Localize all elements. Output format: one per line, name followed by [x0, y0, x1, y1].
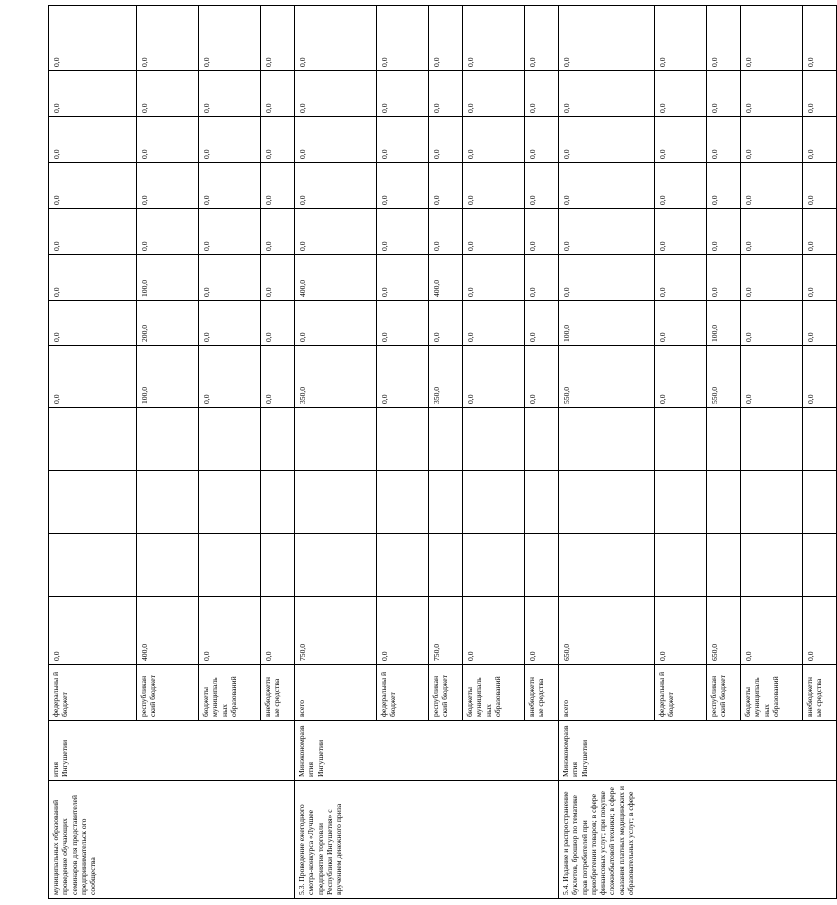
budget-table [48, 5, 837, 899]
amount-cell [741, 471, 803, 534]
amount-cell: 0,0 [137, 117, 199, 163]
amount-cell: 650,0 [707, 597, 741, 665]
funding-source-cell: бюджеты муниципаль ных образований [199, 665, 261, 721]
amount-cell [741, 408, 803, 471]
amount-cell: 0,0 [707, 209, 741, 255]
amount-cell [137, 534, 199, 597]
amount-cell: 0,0 [525, 597, 559, 665]
amount-cell [377, 471, 429, 534]
amount-cell: 0,0 [261, 597, 295, 665]
table-row [295, 6, 377, 899]
amount-cell: 0,0 [741, 6, 803, 71]
amount-cell: 400,0 [429, 255, 463, 301]
amount-cell: 0,0 [559, 255, 655, 301]
amount-cell: 0,0 [655, 71, 707, 117]
amount-cell: 0,0 [49, 71, 137, 117]
amount-cell [741, 534, 803, 597]
amount-cell [707, 534, 741, 597]
amount-cell: 0,0 [803, 6, 837, 71]
executor-cell: ития Ингушетии [49, 721, 295, 781]
executor-cell: Минэкономразв ития Ингушетии [559, 721, 837, 781]
amount-cell: 0,0 [429, 117, 463, 163]
funding-source-cell: федеральны й бюджет [655, 665, 707, 721]
amount-cell [525, 408, 559, 471]
amount-cell: 0,0 [429, 6, 463, 71]
funding-source-cell: бюджеты муниципаль ных образований [741, 665, 803, 721]
amount-cell: 0,0 [525, 301, 559, 346]
amount-cell: 0,0 [803, 117, 837, 163]
amount-cell: 0,0 [559, 71, 655, 117]
amount-cell: 0,0 [377, 597, 429, 665]
amount-cell [261, 534, 295, 597]
amount-cell: 0,0 [741, 301, 803, 346]
amount-cell [707, 408, 741, 471]
amount-cell: 0,0 [377, 6, 429, 71]
amount-cell: 0,0 [803, 209, 837, 255]
amount-cell [429, 471, 463, 534]
amount-cell: 0,0 [295, 209, 377, 255]
amount-cell: 0,0 [199, 346, 261, 408]
amount-cell: 0,0 [377, 209, 429, 255]
amount-cell [295, 471, 377, 534]
amount-cell: 0,0 [803, 597, 837, 665]
amount-cell: 0,0 [559, 209, 655, 255]
amount-cell [137, 408, 199, 471]
amount-cell [803, 534, 837, 597]
amount-cell: 0,0 [377, 163, 429, 209]
amount-cell: 0,0 [707, 71, 741, 117]
amount-cell [655, 471, 707, 534]
amount-cell: 0,0 [655, 597, 707, 665]
funding-source-cell: всего [295, 665, 377, 721]
amount-cell: 0,0 [199, 117, 261, 163]
amount-cell: 0,0 [377, 301, 429, 346]
amount-cell: 0,0 [429, 71, 463, 117]
amount-cell: 0,0 [463, 163, 525, 209]
amount-cell: 0,0 [295, 301, 377, 346]
amount-cell: 0,0 [137, 163, 199, 209]
amount-cell [261, 471, 295, 534]
amount-cell: 0,0 [525, 71, 559, 117]
amount-cell: 0,0 [49, 163, 137, 209]
amount-cell: 0,0 [261, 301, 295, 346]
amount-cell [49, 534, 137, 597]
amount-cell: 0,0 [261, 163, 295, 209]
amount-cell: 0,0 [707, 6, 741, 71]
amount-cell: 0,0 [49, 6, 137, 71]
amount-cell [655, 534, 707, 597]
funding-source-cell: федеральны й бюджет [377, 665, 429, 721]
amount-cell: 0,0 [199, 6, 261, 71]
amount-cell: 0,0 [525, 163, 559, 209]
amount-cell [199, 471, 261, 534]
amount-cell: 350,0 [295, 346, 377, 408]
amount-cell [803, 471, 837, 534]
amount-cell: 0,0 [463, 209, 525, 255]
amount-cell: 0,0 [741, 209, 803, 255]
amount-cell: 0,0 [49, 597, 137, 665]
amount-cell: 0,0 [741, 163, 803, 209]
activity-cell: муниципальных образований проведение обучающих семинаров для представителей предпринимательск ого сообщества [49, 781, 295, 899]
amount-cell: 100,0 [137, 346, 199, 408]
amount-cell: 0,0 [525, 117, 559, 163]
amount-cell: 350,0 [429, 346, 463, 408]
funding-source-cell: внебюджетн ые средства [525, 665, 559, 721]
amount-cell [49, 471, 137, 534]
amount-cell [377, 534, 429, 597]
amount-cell: 0,0 [137, 71, 199, 117]
amount-cell [463, 471, 525, 534]
amount-cell: 0,0 [803, 255, 837, 301]
amount-cell: 0,0 [49, 346, 137, 408]
amount-cell: 100,0 [707, 301, 741, 346]
amount-cell: 0,0 [463, 255, 525, 301]
amount-cell [559, 408, 655, 471]
amount-cell: 0,0 [525, 209, 559, 255]
amount-cell: 650,0 [559, 597, 655, 665]
amount-cell: 0,0 [261, 209, 295, 255]
amount-cell: 0,0 [559, 6, 655, 71]
amount-cell [137, 471, 199, 534]
amount-cell [803, 408, 837, 471]
amount-cell [559, 471, 655, 534]
amount-cell [295, 534, 377, 597]
amount-cell: 0,0 [463, 597, 525, 665]
amount-cell: 550,0 [559, 346, 655, 408]
funding-source-cell: республикан ский бюджет [137, 665, 199, 721]
amount-cell: 0,0 [707, 117, 741, 163]
amount-cell [655, 408, 707, 471]
amount-cell: 0,0 [707, 255, 741, 301]
amount-cell [199, 534, 261, 597]
amount-cell [199, 408, 261, 471]
amount-cell: 0,0 [49, 209, 137, 255]
funding-source-cell: всего [559, 665, 655, 721]
amount-cell: 0,0 [655, 6, 707, 71]
amount-cell: 0,0 [377, 117, 429, 163]
amount-cell: 0,0 [295, 117, 377, 163]
amount-cell: 0,0 [463, 301, 525, 346]
amount-cell: 0,0 [49, 255, 137, 301]
amount-cell: 0,0 [199, 597, 261, 665]
amount-cell [49, 408, 137, 471]
executor-cell: Минэкономразв ития Ингушетии [295, 721, 559, 781]
amount-cell: 750,0 [295, 597, 377, 665]
amount-cell: 0,0 [49, 301, 137, 346]
amount-cell: 0,0 [429, 163, 463, 209]
amount-cell: 0,0 [261, 346, 295, 408]
amount-cell: 0,0 [261, 255, 295, 301]
amount-cell: 0,0 [199, 163, 261, 209]
amount-cell: 0,0 [655, 163, 707, 209]
amount-cell: 0,0 [377, 71, 429, 117]
amount-cell: 0,0 [803, 163, 837, 209]
amount-cell [559, 534, 655, 597]
table-row [559, 6, 655, 899]
amount-cell: 0,0 [137, 6, 199, 71]
amount-cell: 750,0 [429, 597, 463, 665]
amount-cell: 0,0 [463, 6, 525, 71]
funding-source-cell: республикан ский бюджет [707, 665, 741, 721]
funding-source-cell: республикан ский бюджет [429, 665, 463, 721]
amount-cell: 0,0 [655, 301, 707, 346]
funding-source-cell: бюджеты муниципаль ных образований [463, 665, 525, 721]
amount-cell: 0,0 [525, 255, 559, 301]
amount-cell [525, 534, 559, 597]
amount-cell: 0,0 [741, 346, 803, 408]
amount-cell: 0,0 [803, 346, 837, 408]
amount-cell [261, 408, 295, 471]
table-row [49, 6, 137, 899]
amount-cell: 200,0 [137, 301, 199, 346]
amount-cell: 0,0 [463, 117, 525, 163]
amount-cell: 400,0 [295, 255, 377, 301]
amount-cell: 0,0 [261, 117, 295, 163]
amount-cell: 0,0 [525, 6, 559, 71]
amount-cell [525, 471, 559, 534]
amount-cell: 0,0 [803, 71, 837, 117]
amount-cell: 0,0 [525, 346, 559, 408]
amount-cell: 0,0 [429, 209, 463, 255]
amount-cell: 0,0 [199, 209, 261, 255]
amount-cell: 0,0 [741, 597, 803, 665]
amount-cell: 0,0 [655, 117, 707, 163]
amount-cell [377, 408, 429, 471]
amount-cell: 0,0 [741, 255, 803, 301]
amount-cell: 0,0 [295, 6, 377, 71]
amount-cell: 0,0 [559, 163, 655, 209]
activity-cell: 5.3. Проведение ежегодного смотра-конкурса «Лучшее предприятие торговли Республики Ингушетия» с вручением денежного приза [295, 781, 559, 899]
funding-source-cell: внебюджетн ые средства [803, 665, 837, 721]
funding-source-cell: федеральны й бюджет [49, 665, 137, 721]
amount-cell: 0,0 [377, 346, 429, 408]
amount-cell [463, 534, 525, 597]
amount-cell: 0,0 [261, 6, 295, 71]
activity-cell: 5.4. Издание и распространение буклетов, брошюр по тематике прав потребителей при приобретении товаров; в сфере финансовых услуг; при покупке сложнобытовой техники; в сфере оказания платных медицинских и образовательных услуг; в сфере [559, 781, 837, 899]
amount-cell [463, 408, 525, 471]
amount-cell: 0,0 [49, 117, 137, 163]
amount-cell: 0,0 [199, 71, 261, 117]
amount-cell: 0,0 [199, 255, 261, 301]
amount-cell: 100,0 [559, 301, 655, 346]
amount-cell: 0,0 [741, 71, 803, 117]
funding-source-cell: внебюджетн ые средства [261, 665, 295, 721]
amount-cell: 0,0 [655, 346, 707, 408]
amount-cell: 0,0 [429, 301, 463, 346]
amount-cell [295, 408, 377, 471]
amount-cell [429, 534, 463, 597]
amount-cell [707, 471, 741, 534]
amount-cell: 0,0 [295, 163, 377, 209]
table-body [49, 6, 837, 899]
amount-cell: 0,0 [655, 255, 707, 301]
amount-cell: 0,0 [295, 71, 377, 117]
amount-cell: 100,0 [137, 255, 199, 301]
amount-cell: 0,0 [741, 117, 803, 163]
amount-cell: 0,0 [199, 301, 261, 346]
amount-cell: 0,0 [261, 71, 295, 117]
amount-cell: 0,0 [803, 301, 837, 346]
amount-cell: 550,0 [707, 346, 741, 408]
amount-cell: 0,0 [463, 346, 525, 408]
amount-cell: 0,0 [707, 163, 741, 209]
amount-cell: 0,0 [137, 209, 199, 255]
amount-cell: 0,0 [655, 209, 707, 255]
amount-cell: 400,0 [137, 597, 199, 665]
amount-cell [429, 408, 463, 471]
amount-cell: 0,0 [559, 117, 655, 163]
amount-cell: 0,0 [377, 255, 429, 301]
amount-cell: 0,0 [463, 71, 525, 117]
